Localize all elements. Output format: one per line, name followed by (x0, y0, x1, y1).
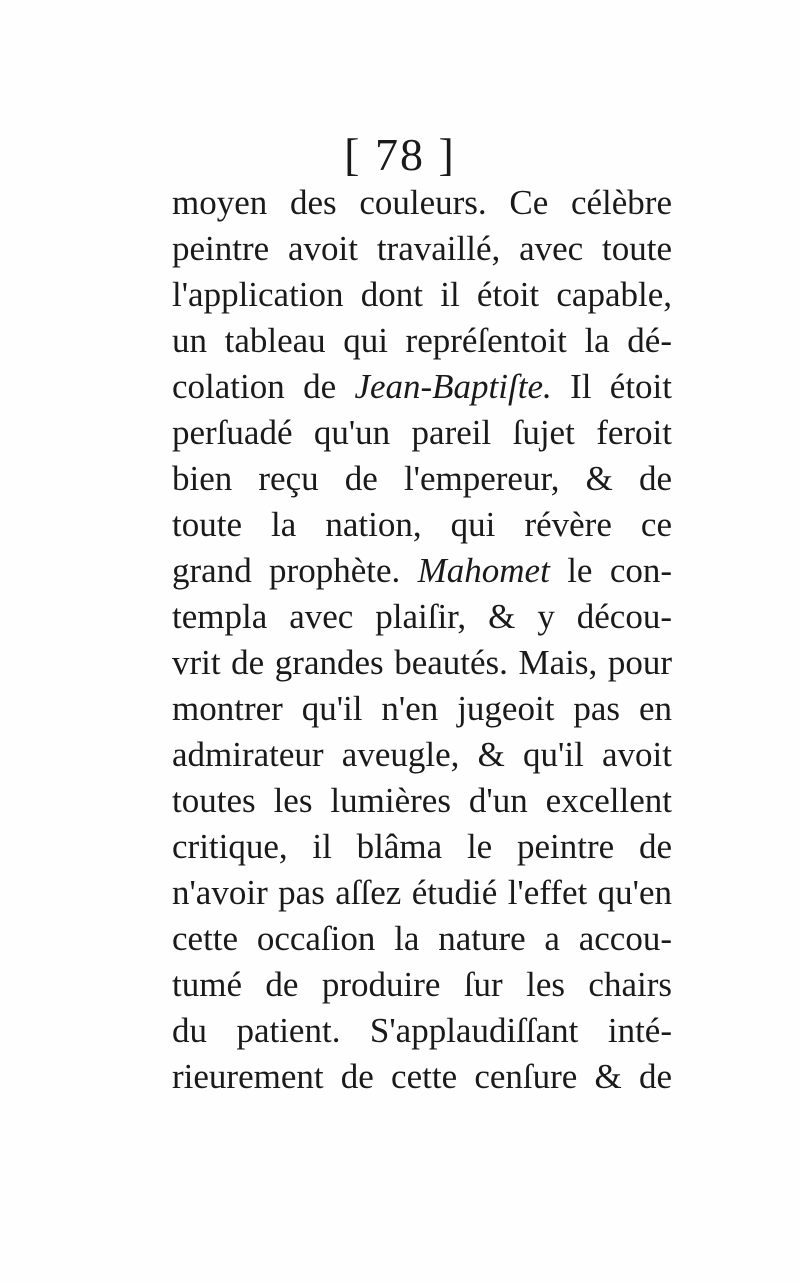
text-segment: grand prophète. (172, 551, 418, 590)
body-text (172, 180, 672, 1100)
text-segment: du patient. S'applaudiſſant inté- (172, 1011, 672, 1050)
text-segment: perſuadé qu'un pareil ſujet feroit (172, 413, 672, 452)
text-line (172, 318, 672, 364)
text-segment: admirateur aveugle, & qu'il avoit (172, 735, 672, 774)
text-segment: le con- (549, 551, 673, 590)
text-segment: un tableau qui repréſentoit la dé- (172, 321, 672, 360)
text-line (172, 364, 672, 410)
text-segment: toutes les lumières d'un excellent (172, 781, 672, 820)
text-segment: tumé de produire ſur les chairs (172, 965, 672, 1004)
italic-text: Mahomet (417, 551, 550, 590)
text-line (172, 686, 672, 732)
text-line (172, 732, 672, 778)
text-line (172, 824, 672, 870)
text-segment: n'avoir pas aſſez étudié l'effet qu'en (172, 873, 672, 912)
text-segment: montrer qu'il n'en jugeoit pas en (172, 689, 672, 728)
text-segment: peintre avoit travaillé, avec toute (172, 229, 672, 268)
text-segment: templa avec plaiſir, & y décou- (172, 597, 672, 636)
text-segment: colation de (172, 367, 355, 406)
text-segment: cette occaſion la nature a accou- (172, 919, 672, 958)
text-line (172, 502, 672, 548)
text-segment: Il étoit (551, 367, 673, 406)
text-segment: vrit de grandes beautés. Mais, pour (172, 643, 672, 682)
text-segment: rieurement de cette cenſure & de (172, 1057, 672, 1096)
page-number: [ 78 ] (344, 129, 456, 180)
text-segment: toute la nation, qui révère ce (172, 505, 672, 544)
text-line (172, 870, 672, 916)
text-line (172, 640, 672, 686)
text-segment: moyen des couleurs. Ce célèbre (172, 183, 672, 222)
italic-text: Jean-Baptiſte. (354, 367, 552, 406)
text-line (172, 226, 672, 272)
text-line (172, 1054, 672, 1100)
text-line (172, 778, 672, 824)
text-line (172, 180, 672, 226)
text-line (172, 272, 672, 318)
text-line (172, 916, 672, 962)
text-line (172, 1008, 672, 1054)
text-segment: l'application dont il étoit capable, (172, 275, 672, 314)
text-segment: bien reçu de l'empereur, & de (172, 459, 672, 498)
text-line (172, 456, 672, 502)
text-line (172, 548, 672, 594)
text-line (172, 962, 672, 1008)
text-segment: critique, il blâma le peintre de (172, 827, 672, 866)
text-line (172, 594, 672, 640)
text-line (172, 410, 672, 456)
